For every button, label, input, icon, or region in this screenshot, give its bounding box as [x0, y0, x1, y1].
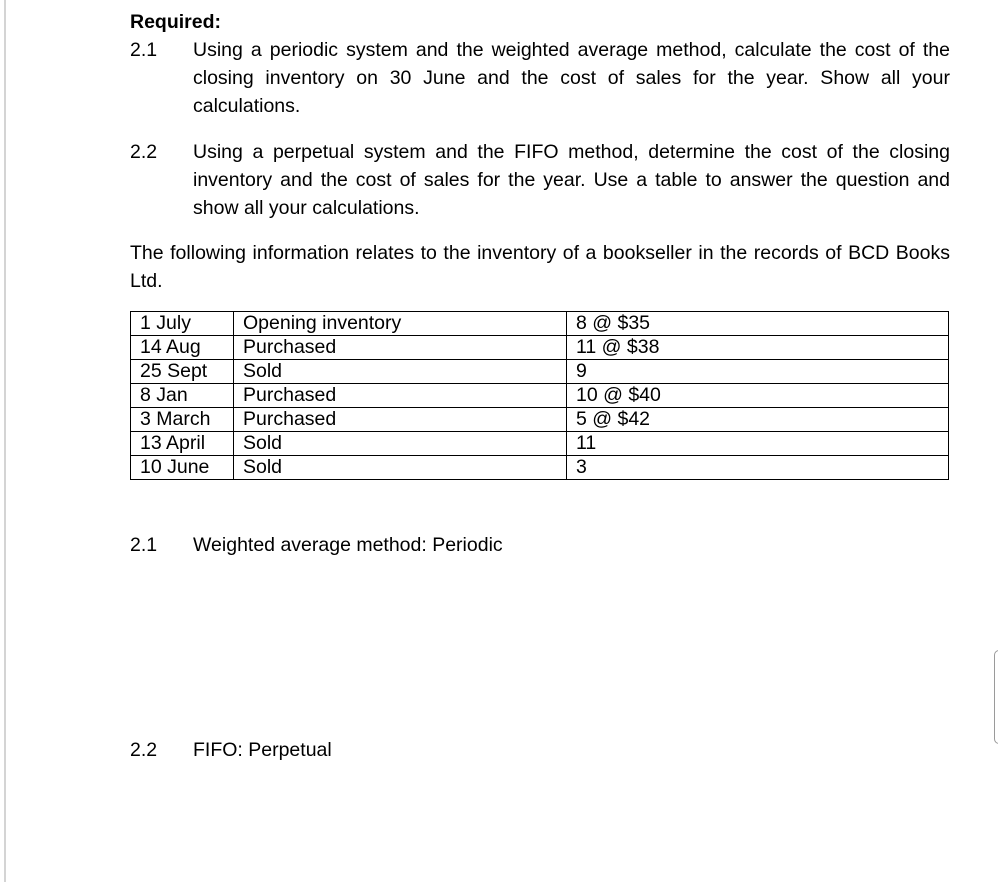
- page-left-border: [4, 0, 6, 882]
- table-row: [131, 408, 949, 432]
- quantity-cell: 5 @ $42: [567, 408, 949, 432]
- description-cell: Sold: [234, 456, 567, 480]
- date-cell: 13 April: [131, 432, 234, 456]
- question-number: 2.1: [130, 39, 158, 61]
- answer-number: 2.2: [130, 739, 158, 761]
- question-2-2: [130, 138, 950, 222]
- question-2-1: [130, 36, 950, 120]
- inventory-table: [130, 311, 949, 480]
- quantity-cell: 11 @ $38: [567, 336, 949, 360]
- quantity-cell: 10 @ $40: [567, 384, 949, 408]
- table-row: [131, 312, 949, 336]
- date-cell: 10 June: [131, 456, 234, 480]
- question-number: 2.2: [130, 141, 158, 163]
- description-cell: Purchased: [234, 336, 567, 360]
- quantity-cell: 11: [567, 432, 949, 456]
- instructions-section: [130, 8, 950, 315]
- answer-title: FIFO: Perpetual: [193, 739, 332, 761]
- description-cell: Sold: [234, 432, 567, 456]
- question-text: Using a periodic system and the weighted average method, calculate the cost of the closing inventory on 30 June and the cost of sales for the year. Show all your calculations.: [193, 39, 950, 117]
- answer-number: 2.1: [130, 534, 158, 556]
- table-row: [131, 336, 949, 360]
- scrollbar-handle[interactable]: [994, 650, 998, 744]
- description-cell: Purchased: [234, 384, 567, 408]
- table-row: [131, 432, 949, 456]
- table-row: [131, 456, 949, 480]
- quantity-cell: 8 @ $35: [567, 312, 949, 336]
- answer-title: Weighted average method: Periodic: [193, 534, 503, 556]
- quantity-cell: 9: [567, 360, 949, 384]
- question-text: Using a perpetual system and the FIFO method, determine the cost of the closing inventory and the cost of sales for the year. Use a table to answer the question and show all your calculations.: [193, 141, 950, 219]
- description-cell: Sold: [234, 360, 567, 384]
- answer-2-2-heading: [130, 736, 332, 764]
- table-row: [131, 384, 949, 408]
- answer-2-1-heading: [130, 531, 503, 559]
- description-cell: Purchased: [234, 408, 567, 432]
- date-cell: 3 March: [131, 408, 234, 432]
- intro-paragraph: The following information relates to the inventory of a bookseller in the records of BCD Books Ltd.: [130, 242, 950, 292]
- table-row: [131, 360, 949, 384]
- date-cell: 8 Jan: [131, 384, 234, 408]
- required-heading: Required:: [130, 11, 222, 33]
- quantity-cell: 3: [567, 456, 949, 480]
- date-cell: 25 Sept: [131, 360, 234, 384]
- description-cell: Opening inventory: [234, 312, 567, 336]
- date-cell: 14 Aug: [131, 336, 234, 360]
- date-cell: 1 July: [131, 312, 234, 336]
